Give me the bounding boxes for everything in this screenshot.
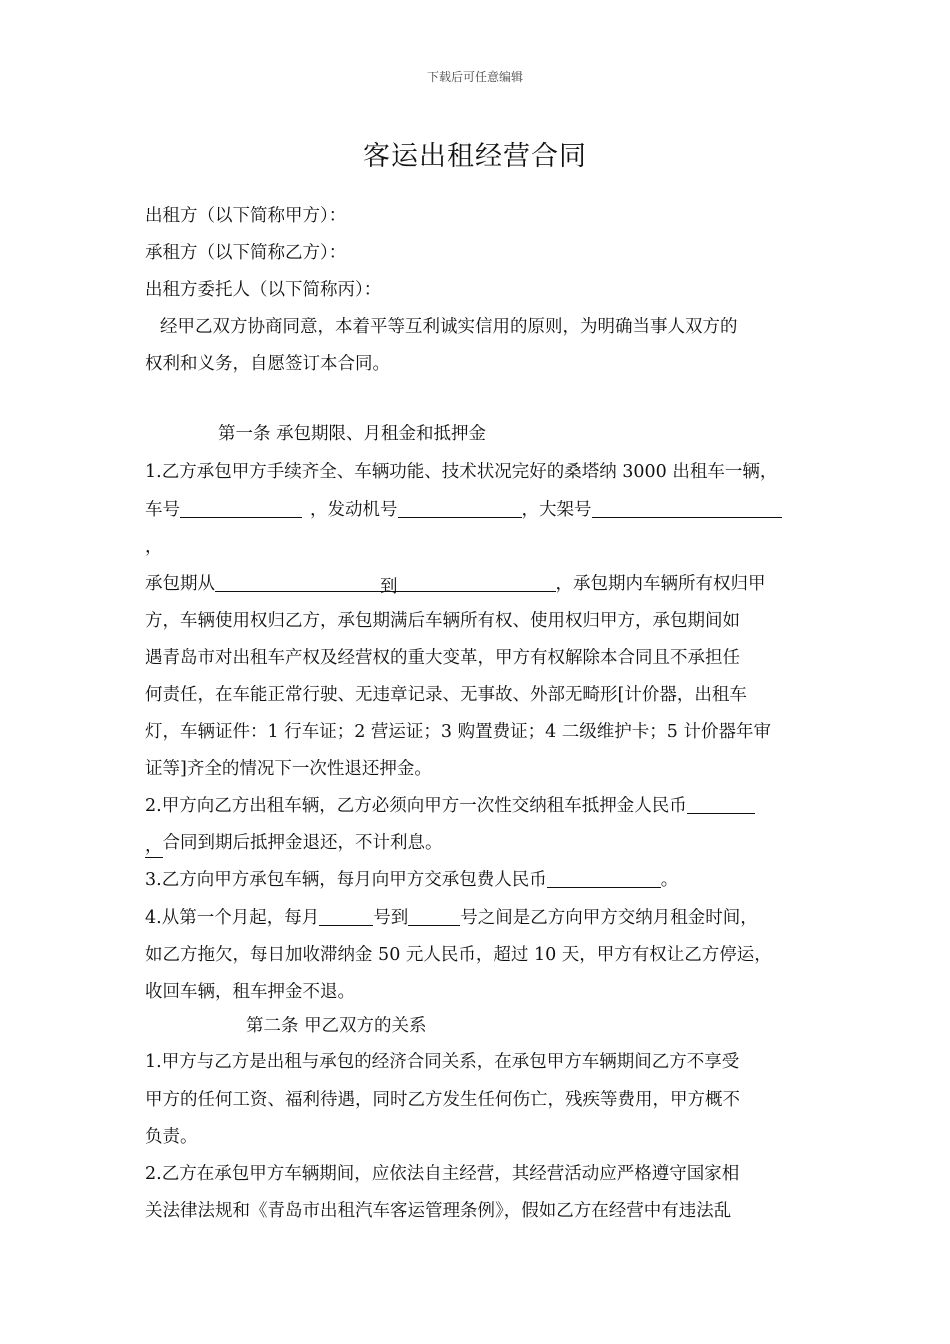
a1-p3-line [145,866,678,891]
a2-line: 关法律法规和《青岛市出租汽车客运管理条例》，假如乙方在经营中有违法乱 [145,1201,732,1221]
a2-line: 甲方的任何工资、福利待遇，同时乙方发生任何伤亡，残疾等费用，甲方概不 [145,1090,740,1110]
a1-p1-line: 遇青岛市对出租车产权及经营权的重大变革，甲方有权解除本合同且不承担任 [145,648,740,668]
deposit-comma: ， [145,832,163,858]
a1-p2-line [145,829,443,858]
a1-p1-period [145,570,766,595]
deposit-amount-blank [687,795,755,814]
engine-number-label: ，发动机号 [310,500,398,520]
party-lessor: 出租方（以下简称甲方）： [145,206,347,226]
a2-line: 1.甲方与乙方是出租与承包的经济合同关系，在承包甲方车辆期间乙方不享受 [145,1052,740,1072]
fee-text: 3.乙方向甲方承包车辆，每月向甲方交承包费人民币 [145,870,547,890]
a1-p2-line [145,792,755,817]
a1-p1-comma: ， [145,537,163,557]
article2-heading: 第二条 甲乙双方的关系 [246,1016,427,1036]
period-end-blank [398,573,556,592]
period-to-label: 到 [380,573,398,592]
a1-p1-line: 何责任，在车能正常行驶、无违章记录、无事故、外部无畸形[计价器，出租车 [145,685,747,705]
deposit-return-text: 合同到期后抵押金退还，不计利息。 [162,833,443,853]
document-title: 客运出租经营合同 [363,141,587,172]
period-tail: ，承包期内车辆所有权归甲 [555,574,766,594]
fee-end: 。 [660,870,679,890]
rent-end-day-blank [408,907,460,926]
a1-p4-line: 收回车辆，租车押金不退。 [145,982,355,1002]
monthly-fee-blank [547,869,661,888]
article1-heading: 第一条 承包期限、月租金和抵押金 [218,424,487,444]
a2-line: 负责。 [145,1127,198,1147]
party-lessee: 承租方（以下简称乙方）： [145,243,347,263]
a1-p4-line [145,904,758,929]
a1-p1-line: 证等]齐全的情况下一次性退还押金。 [145,759,432,779]
period-start-blank [215,573,380,592]
rent-day-text: 4.从第一个月起，每月 [145,908,320,928]
intro-line: 权利和义务，自愿签订本合同。 [145,354,390,374]
intro-line: 经甲乙双方协商同意，本着平等互利诚实信用的原则，为明确当事人双方的 [160,317,738,337]
engine-number-blank [398,499,522,518]
a1-p4-line: 如乙方拖欠，每日加收滞纳金 50 元人民币，超过 10 天，甲方有权让乙方停运， [145,945,772,965]
rent-to-text: 号到 [373,908,409,928]
a1-p1-line: 1.乙方承包甲方手续齐全、车辆功能、技术状况完好的桑塔纳 3000 出租车一辆， [145,462,778,482]
a1-p1-line: 方，车辆使用权归乙方，承包期满后车辆所有权、使用权归甲方，承包期间如 [145,611,740,631]
period-from-label: 承包期从 [145,574,215,594]
car-number-label: 车号 [145,500,180,520]
car-number-blank [180,499,302,518]
a1-p1-vehicle-ids [145,496,782,521]
deposit-text: 2.甲方向乙方出租车辆，乙方必须向甲方一次性交纳租车抵押金人民币 [145,796,687,816]
party-agent: 出租方委托人（以下简称丙）： [145,280,382,300]
header-note: 下载后可任意编辑 [426,70,523,84]
rent-start-day-blank [319,907,373,926]
a2-line: 2.乙方在承包甲方车辆期间，应依法自主经营，其经营活动应严格遵守国家相 [145,1164,740,1184]
rent-tail-text: 号之间是乙方向甲方交纳月租金时间， [460,908,758,928]
frame-number-blank [592,499,782,518]
a1-p1-line: 灯，车辆证件：1 行车证；2 营运证；3 购置费证；4 二级维护卡；5 计价器年审 [145,722,771,742]
frame-number-label: ，大架号 [521,500,592,520]
